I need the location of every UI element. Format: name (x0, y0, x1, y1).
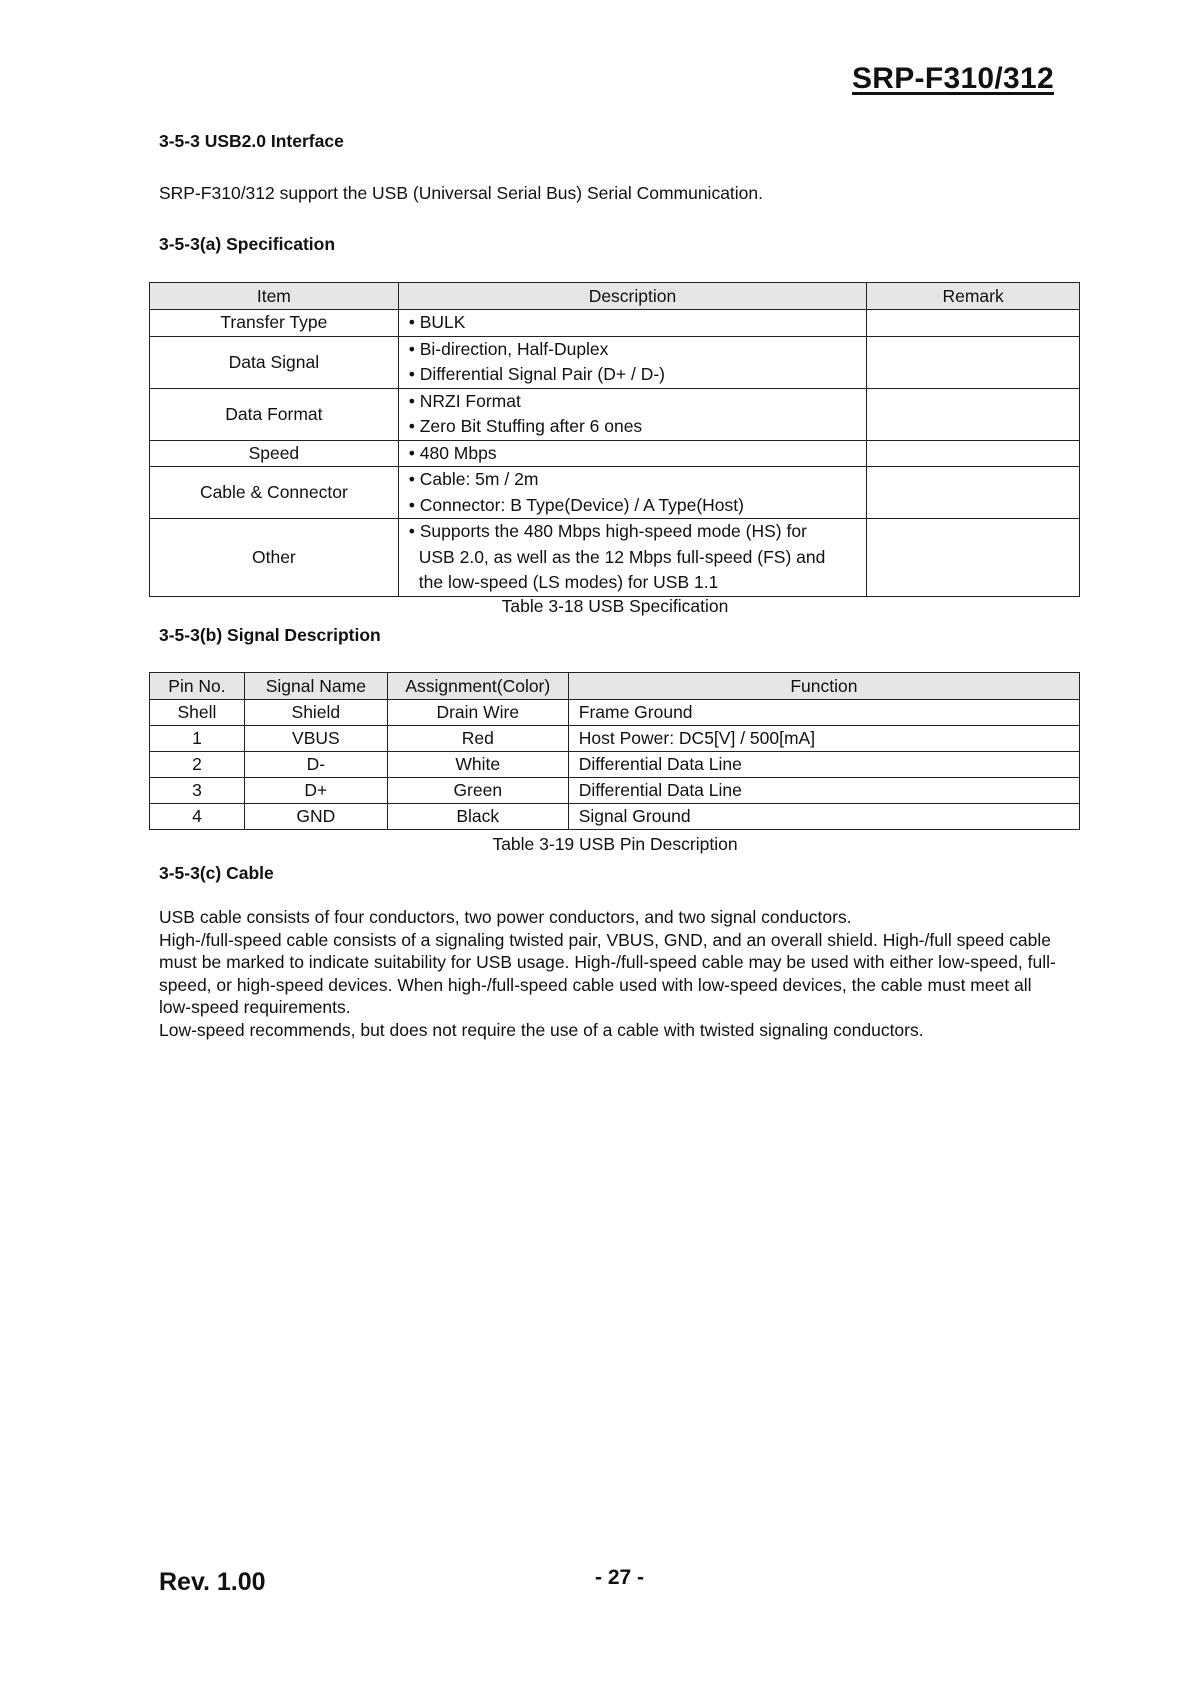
pin-table-header (150, 673, 1080, 700)
spec-item: Cable & Connector (150, 467, 399, 519)
signal-heading: 3-5-3(b) Signal Description (159, 625, 381, 645)
pin-function: Signal Ground (568, 804, 1079, 830)
table-row (150, 467, 1080, 519)
pin-number: 3 (150, 778, 245, 804)
pin-assignment: White (387, 752, 568, 778)
cable-paragraph: Low-speed recommends, but does not require the use of a cable with twisted signaling conductors. (159, 1019, 924, 1040)
spec-description: • Cable: 5m / 2m • Connector: B Type(Device) / A Type(Host) (398, 467, 866, 519)
page-number: - 27 - (595, 1566, 645, 1589)
spec-description: • 480 Mbps (398, 440, 866, 467)
pin-table-caption: Table 3-19 USB Pin Description (492, 834, 738, 854)
spec-item: Data Signal (150, 336, 399, 388)
revision-label: Rev. 1.00 (159, 1568, 266, 1596)
spec-table-caption: Table 3-18 USB Specification (501, 596, 729, 616)
spec-item: Other (150, 519, 399, 597)
spec-header-description: Description (398, 283, 866, 310)
cable-paragraph: High-/full-speed cable consists of a signaling twisted pair, VBUS, GND, and an overall shield. High-/full speed cable must be marked to indicate suitability for USB usage. High-/full-speed cable may be used with either low-speed, full-speed, or high-speed devices. When high-/full-speed cable used with low-speed devices, the cable must meet all low-speed requirements. (159, 929, 1056, 1018)
spec-remark (867, 467, 1080, 519)
spec-heading: 3-5-3(a) Specification (159, 234, 336, 254)
pin-number: 2 (150, 752, 245, 778)
pin-assignment: Black (387, 804, 568, 830)
pin-signal-name: Shield (244, 700, 387, 726)
pin-number: Shell (150, 700, 245, 726)
table-row (150, 440, 1080, 467)
pin-number: 4 (150, 804, 245, 830)
pin-assignment: Drain Wire (387, 700, 568, 726)
spec-remark (867, 388, 1080, 440)
section-heading: 3-5-3 USB2.0 Interface (159, 131, 344, 151)
pin-function: Differential Data Line (568, 778, 1079, 804)
spec-remark (867, 440, 1080, 467)
table-row (150, 700, 1080, 726)
usb-pin-table (149, 672, 1080, 830)
pin-function: Host Power: DC5[V] / 500[mA] (568, 726, 1079, 752)
pin-signal-name: D- (244, 752, 387, 778)
spec-description: • NRZI Format • Zero Bit Stuffing after 6 ones (398, 388, 866, 440)
spec-item: Data Format (150, 388, 399, 440)
spec-description: • Supports the 480 Mbps high-speed mode (HS) for USB 2.0, as well as the 12 Mbps full-speed (FS) and the low-speed (LS modes) for USB 1.1 (398, 519, 866, 597)
section-intro: SRP-F310/312 support the USB (Universal Serial Bus) Serial Communication. (159, 183, 764, 203)
pin-assignment: Green (387, 778, 568, 804)
table-row (150, 778, 1080, 804)
pin-function: Differential Data Line (568, 752, 1079, 778)
spec-table-header (150, 283, 1080, 310)
pin-signal-name: VBUS (244, 726, 387, 752)
table-row (150, 310, 1080, 337)
spec-item: Transfer Type (150, 310, 399, 337)
pin-header-number: Pin No. (150, 673, 245, 700)
pin-signal-name: GND (244, 804, 387, 830)
table-row (150, 388, 1080, 440)
table-row (150, 726, 1080, 752)
spec-item: Speed (150, 440, 399, 467)
table-row (150, 519, 1080, 597)
pin-number: 1 (150, 726, 245, 752)
spec-remark (867, 519, 1080, 597)
table-row (150, 752, 1080, 778)
pin-header-assignment: Assignment(Color) (387, 673, 568, 700)
pin-function: Frame Ground (568, 700, 1079, 726)
cable-heading: 3-5-3(c) Cable (159, 863, 274, 883)
table-row (150, 804, 1080, 830)
pin-assignment: Red (387, 726, 568, 752)
usb-spec-table (149, 282, 1080, 597)
spec-remark (867, 310, 1080, 337)
pin-header-signal-name: Signal Name (244, 673, 387, 700)
pin-signal-name: D+ (244, 778, 387, 804)
spec-description: • BULK (398, 310, 866, 337)
pin-header-function: Function (568, 673, 1079, 700)
spec-remark (867, 336, 1080, 388)
cable-description (159, 906, 1059, 1042)
spec-description: • Bi-direction, Half-Duplex • Differential Signal Pair (D+ / D-) (398, 336, 866, 388)
cable-paragraph: USB cable consists of four conductors, two power conductors, and two signal conductors. (159, 907, 852, 927)
document-title: SRP-F310/312 (851, 62, 1054, 95)
table-row (150, 336, 1080, 388)
spec-header-remark: Remark (867, 283, 1080, 310)
spec-header-item: Item (150, 283, 399, 310)
